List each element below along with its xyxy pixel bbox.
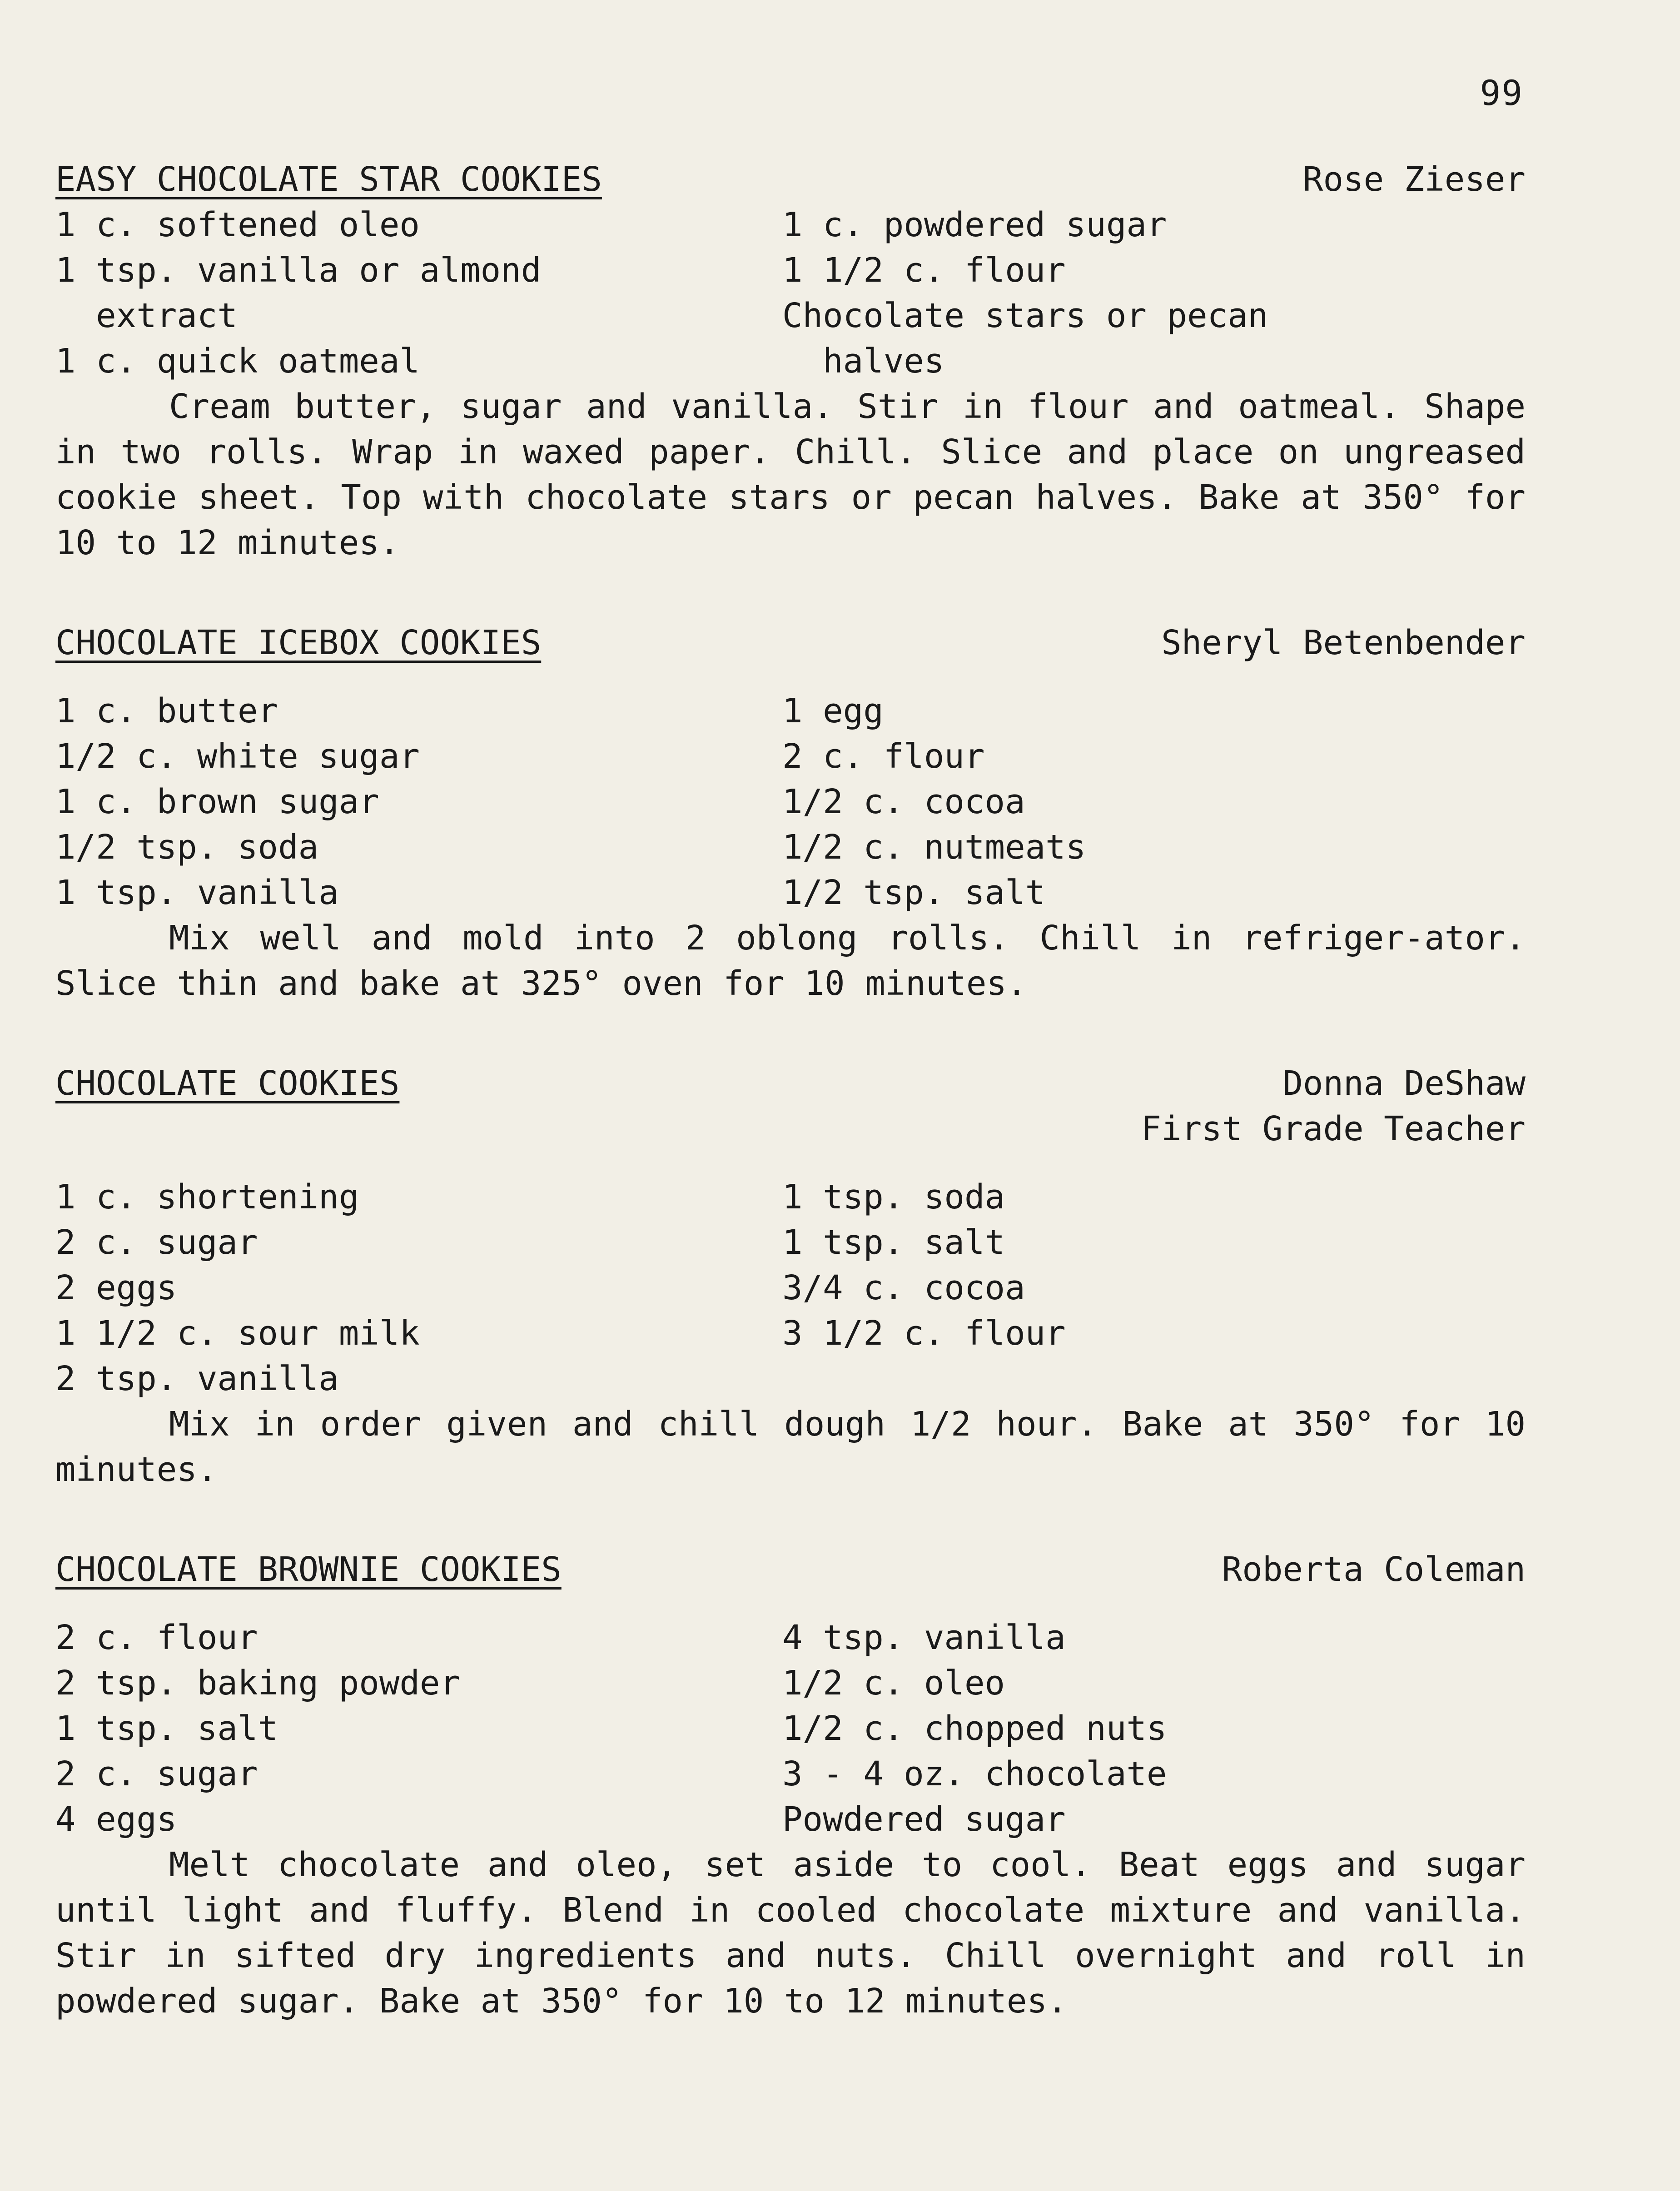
ingredient: 2 c. sugar xyxy=(55,1223,258,1262)
recipe-title: CHOCOLATE ICEBOX COOKIES xyxy=(55,623,542,662)
author-block xyxy=(1303,157,1526,202)
ingredient: 3 1/2 c. flour xyxy=(782,1314,1066,1353)
ingredient: 2 eggs xyxy=(55,1268,177,1307)
ingredient: 1 tsp. salt xyxy=(782,1223,1005,1262)
ingredient-column-right xyxy=(782,1615,1526,1842)
ingredient: 1 1/2 c. sour milk xyxy=(55,1314,420,1353)
author-block xyxy=(1141,1061,1526,1152)
ingredient: 1 c. brown sugar xyxy=(55,782,379,821)
recipe-chocolate-icebox-cookies xyxy=(55,620,1526,1006)
ingredient: 1 c. powdered sugar xyxy=(782,205,1167,244)
ingredient: 3/4 c. cocoa xyxy=(782,1268,1025,1307)
recipe-directions: Mix well and mold into 2 oblong rolls. Chill in refriger-ator. Slice thin and bake at 325° oven for 10 minutes. xyxy=(55,919,1526,1003)
ingredient-column-right xyxy=(782,1174,1526,1401)
ingredient: halves xyxy=(782,342,944,381)
ingredient: 1/2 tsp. salt xyxy=(782,873,1046,912)
ingredient-column-right xyxy=(782,202,1526,384)
ingredient-column-left xyxy=(55,1174,782,1401)
recipe-chocolate-brownie-cookies xyxy=(55,1547,1526,2024)
ingredient: extract xyxy=(55,296,238,335)
ingredient: 1/2 c. nutmeats xyxy=(782,828,1086,867)
ingredient-column-left xyxy=(55,202,782,384)
ingredient-column-left xyxy=(55,688,782,915)
ingredient-list xyxy=(55,202,1526,384)
ingredient-column-right xyxy=(782,688,1526,915)
ingredient: 3 - 4 oz. chocolate xyxy=(782,1754,1167,1794)
recipe-easy-chocolate-star-cookies xyxy=(55,157,1526,566)
ingredient: 1/2 c. white sugar xyxy=(55,737,420,776)
recipe-header xyxy=(55,1061,1526,1152)
ingredient: 1 c. softened oleo xyxy=(55,205,420,244)
author-block xyxy=(1161,620,1526,666)
recipe-directions: Cream butter, sugar and vanilla. Stir in flour and oatmeal. Shape in two rolls. Wrap in waxed paper. Chill. Slice and place on ungreased cookie sheet. Top with chocolate stars or pecan halves. Bake at 350° for 10 to 12 minutes. xyxy=(55,387,1526,562)
recipe-directions: Melt chocolate and oleo, set aside to cool. Beat eggs and sugar until light and fluffy. Blend in cooled chocolate mixture and vanilla. Stir in sifted dry ingredients and nuts. Chill overnight and roll in powdered sugar. Bake at 350° for 10 to 12 minutes. xyxy=(55,1845,1526,2021)
ingredient: 1/2 c. oleo xyxy=(782,1664,1005,1703)
ingredient: 1 c. shortening xyxy=(55,1177,359,1217)
recipe-directions: Mix in order given and chill dough 1/2 hour. Bake at 350° for 10 minutes. xyxy=(55,1405,1526,1489)
ingredient-column-left xyxy=(55,1615,782,1842)
ingredient: 1/2 c. chopped nuts xyxy=(782,1709,1167,1748)
recipe-title: CHOCOLATE COOKIES xyxy=(55,1064,400,1103)
ingredient-list xyxy=(55,1615,1526,1842)
recipe-header xyxy=(55,1547,1526,1592)
recipe-author: Roberta Coleman xyxy=(1222,1550,1526,1589)
ingredient: 2 c. sugar xyxy=(55,1754,258,1794)
ingredient: 2 c. flour xyxy=(782,737,985,776)
recipe-title: EASY CHOCOLATE STAR COOKIES xyxy=(55,160,602,199)
recipe-author: Donna DeShaw xyxy=(1282,1064,1526,1103)
ingredient: 4 tsp. vanilla xyxy=(782,1618,1066,1657)
ingredient: 2 c. flour xyxy=(55,1618,258,1657)
ingredient: 2 tsp. vanilla xyxy=(55,1359,339,1398)
recipe-chocolate-cookies xyxy=(55,1061,1526,1492)
ingredient-list xyxy=(55,1174,1526,1401)
recipe-header xyxy=(55,620,1526,666)
recipe-author: Sheryl Betenbender xyxy=(1161,623,1526,662)
ingredient: 1/2 c. cocoa xyxy=(782,782,1025,821)
ingredient: 1/2 tsp. soda xyxy=(55,828,319,867)
ingredient: 1 tsp. vanilla or almond xyxy=(55,251,542,290)
recipe-author: Rose Zieser xyxy=(1302,160,1526,199)
ingredient: 1 c. butter xyxy=(55,691,278,730)
recipe-header xyxy=(55,157,1526,202)
ingredient: 1 1/2 c. flour xyxy=(782,251,1066,290)
recipe-list xyxy=(55,157,1526,2078)
ingredient: Powdered sugar xyxy=(782,1800,1066,1839)
ingredient: 1 tsp. vanilla xyxy=(55,873,339,912)
ingredient-list xyxy=(55,688,1526,915)
author-block xyxy=(1222,1547,1526,1592)
ingredient: 4 eggs xyxy=(55,1800,177,1839)
ingredient: 1 c. quick oatmeal xyxy=(55,342,420,381)
ingredient: 2 tsp. baking powder xyxy=(55,1664,461,1703)
ingredient: 1 tsp. soda xyxy=(782,1177,1005,1217)
ingredient: Chocolate stars or pecan xyxy=(782,296,1268,335)
page-number: 99 xyxy=(1480,73,1523,113)
ingredient: 1 egg xyxy=(782,691,884,730)
ingredient: 1 tsp. salt xyxy=(55,1709,278,1748)
recipe-author-title: First Grade Teacher xyxy=(1141,1109,1526,1148)
recipe-title: CHOCOLATE BROWNIE COOKIES xyxy=(55,1550,562,1589)
